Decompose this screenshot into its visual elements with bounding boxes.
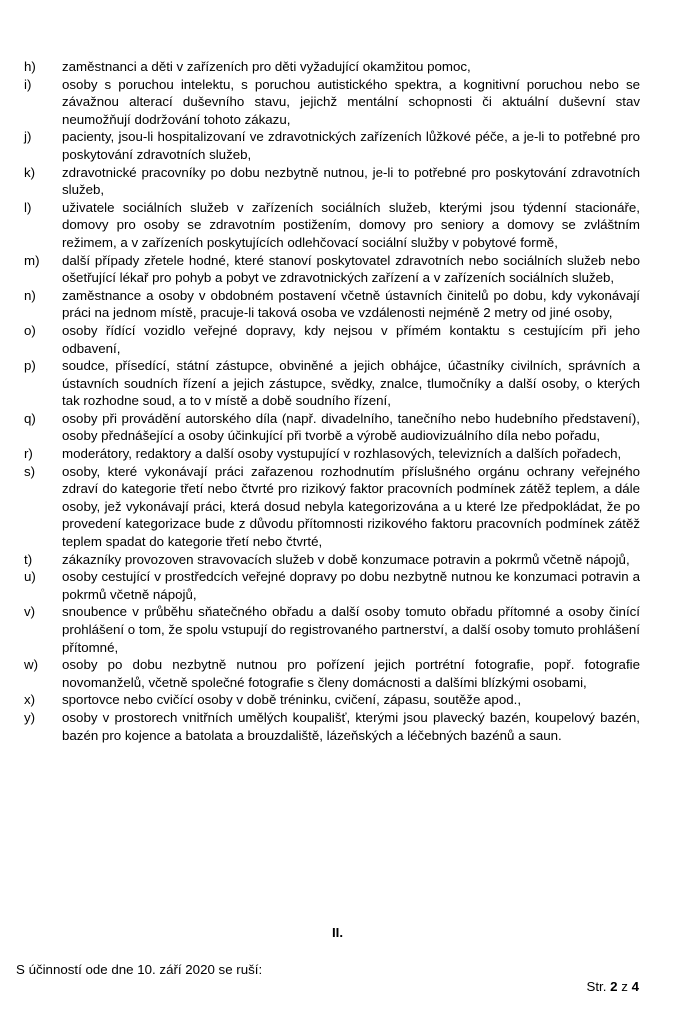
list-item	[24, 164, 640, 199]
list-item-text: zaměstnanci a děti v zařízeních pro děti vyžadující okamžitou pomoc,	[62, 59, 471, 74]
list-item-letter: k)	[24, 164, 36, 180]
list-item	[24, 445, 640, 463]
list-item-letter: s)	[24, 463, 36, 479]
list-item	[24, 603, 640, 656]
list-item-letter: q)	[24, 410, 36, 426]
list-item-text: osoby řídící vozidlo veřejné dopravy, kdy nejsou v přímém kontaktu s cestujícím při jeho odbavení,	[62, 322, 640, 356]
list-item	[24, 463, 640, 551]
list-item	[24, 76, 640, 129]
list-item-text: pacienty, jsou-li hospitalizovaní ve zdravotnických zařízeních lůžkové péče, a je-li to potřebné pro poskytování zdravotních služeb,	[62, 129, 640, 162]
list-item	[24, 568, 640, 603]
list-item-text: snoubence v průběhu sňatečného obřadu a další osoby tomuto obřadu přítomné a osoby činící prohlášení o tom, že spolu vstupují do registrovaného partnerství, a další osoby tomuto prohlášení přítomné,	[62, 604, 641, 655]
list-item-text: osoby po dobu nezbytně nutnou pro pořízení jejich portrétní fotografie, popř. fotografie novomanželů, včetně společné fotografie s členy domácnosti a dalšími blízkými osobami,	[62, 657, 640, 690]
list-item	[24, 656, 640, 691]
list-item-text: zdravotnické pracovníky po dobu nezbytně nutnou, je-li to potřebné pro poskytování zdravotních služeb,	[62, 164, 640, 198]
list-item-letter: v)	[24, 604, 36, 620]
list-item-text: moderátory, redaktory a další osoby vystupující v rozhlasových, televizních a dalších pořadech,	[62, 446, 622, 462]
section-intro: S účinností ode dne 10. září 2020 se ruší:	[16, 962, 263, 977]
list-item-letter: u)	[24, 569, 36, 585]
list-item-text: osoby cestující v prostředcích veřejné dopravy po dobu nezbytně nutnou ke konzumaci potravin a pokrmů včetně nápojů,	[62, 569, 640, 602]
list-item	[24, 58, 640, 76]
page-number-separator: z	[617, 979, 632, 994]
list-item-letter: r)	[24, 446, 33, 462]
list-item-letter: w)	[24, 657, 39, 673]
section-heading: II.	[331, 925, 344, 940]
list-item-text: osoby s poruchou intelektu, s poruchou autistického spektra, a kognitivní poruchou nebo se závažnou alterací duševního stavu, jejichž mentální schopnosti či aktuální duševní stav neumožňují dodržování tohoto zákazu,	[62, 76, 640, 127]
exemption-list	[24, 58, 640, 744]
list-item	[24, 252, 640, 287]
list-item-letter: o)	[24, 322, 36, 338]
page-number	[586, 978, 639, 996]
list-item-text: osoby, které vykonávají práci zařazenou rozhodnutím příslušného orgánu ochrany veřejného zdraví do kategorie třetí nebo čtvrté pro rizikový faktor pracovních podmínek zátěž teplem, a dále osoby, jež vykonávají práci, která dosud nebyla kategorizována a u které lze předpokládat, že po provedení kategorizace bude z důvodu přítomnosti rizikového faktoru pracovních podmínek zátěž teplem spadat do kategorie třetí nebo čtvrté,	[62, 463, 640, 550]
list-item	[24, 357, 640, 410]
list-item-letter: x)	[24, 692, 36, 708]
list-item-letter: h)	[24, 59, 36, 74]
list-item	[24, 709, 640, 744]
list-item-text: soudce, přísedící, státní zástupce, obviněné a jejich obhájce, účastníky civilních, správních a ústavních soudních řízení a jejich zástupce, svědky, znalce, tlumočníky a další osoby, o kterých tak rozhodne soud, a to v místě a době soudního řízení,	[62, 358, 640, 409]
list-item-text: zákazníky provozoven stravovacích služeb v době konzumace potravin a pokrmů včetně nápojů,	[62, 551, 630, 567]
list-item-text: další případy zřetele hodné, které stanoví poskytovatel zdravotních nebo sociálních služeb nebo ošetřující lékař pro pohyb a pobyt ve zdravotnických zařízení a v zařízeních sociálních služeb,	[62, 252, 640, 286]
list-item-letter: p)	[24, 358, 36, 374]
list-item-letter: l)	[24, 199, 32, 215]
list-item-text: osoby v prostorech vnitřních umělých koupališť, kterými jsou plavecký bazén, koupelový bazén, bazén pro kojence a batolata a brouzdaliště, lázeňských a léčebných bazénů a saun.	[62, 709, 640, 743]
list-item	[24, 199, 640, 252]
list-item-letter: j)	[24, 129, 32, 145]
list-item	[24, 128, 640, 163]
list-item	[24, 410, 640, 445]
list-item-letter: m)	[24, 252, 40, 268]
list-item-text: uživatele sociálních služeb v zařízeních sociálních služeb, kterými jsou týdenní stacionáře, domovy pro osoby se zdravotním postižením, domovy pro seniory a domovy se zvláštním režimem, a v zařízeních poskytujících odlehčovací sociální služby v pobytové formě,	[62, 199, 640, 250]
list-item-letter: t)	[24, 551, 33, 567]
list-item-letter: y)	[24, 709, 36, 725]
list-item-text: zaměstnance a osoby v obdobném postavení včetně ústavních činitelů po dobu, kdy vykonávají práci na jednom místě, pracuje-li taková osoba ve vzdálenosti nejméně 2 metry od jiné osoby,	[62, 287, 640, 321]
list-item-letter: i)	[24, 76, 32, 92]
page-number-current: 2	[610, 979, 618, 994]
list-item	[24, 322, 640, 357]
page-number-total: 4	[631, 979, 639, 994]
list-item	[24, 287, 640, 322]
list-item-text: osoby při provádění autorského díla (např. divadelního, tanečního nebo hudebního představení), osoby přednášející a osoby účinkující při tvorbě a výrobě audiovizuálního díla nebo pořadu,	[62, 410, 640, 444]
list-item	[24, 691, 640, 709]
list-item-letter: n)	[24, 287, 36, 303]
page-number-prefix: Str.	[586, 979, 611, 994]
list-item-text: sportovce nebo cvičící osoby v době tréninku, cvičení, zápasu, soutěže apod.,	[62, 692, 522, 708]
list-item	[24, 551, 640, 569]
